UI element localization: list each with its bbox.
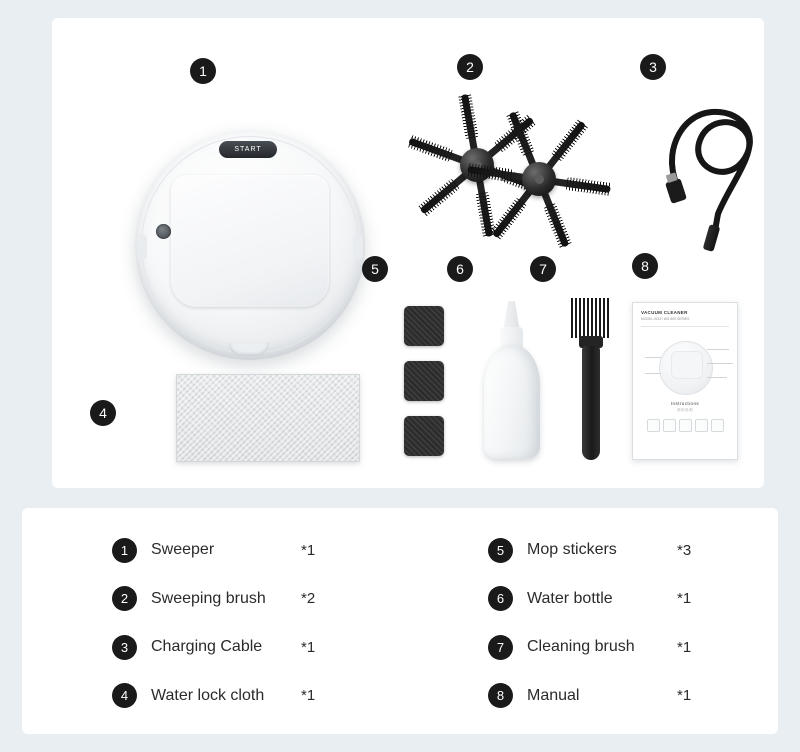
legend-qty-manual: *1 xyxy=(677,687,692,705)
sweeping-brush-illustration xyxy=(402,90,622,240)
manual-illustration xyxy=(632,302,738,460)
cleaning-brush-illustration xyxy=(569,298,615,460)
legend-badge-2: 2 xyxy=(112,586,137,611)
list-item xyxy=(22,575,400,624)
legend-badge-5: 5 xyxy=(488,538,513,563)
legend-label-manual: Manual xyxy=(527,686,580,704)
legend-qty-sweeping-brush: *2 xyxy=(301,590,316,608)
water-bottle-illustration xyxy=(482,301,542,459)
sweeper-bumper-left xyxy=(137,234,147,260)
legend-label-water-lock-cloth: Water lock cloth xyxy=(151,686,265,704)
list-item xyxy=(22,623,400,672)
list-item xyxy=(22,526,400,575)
sweeper-start-button: START xyxy=(219,141,277,158)
sweeper-bumper-right xyxy=(353,234,363,260)
sweeper-power-button xyxy=(156,224,171,239)
manual-title: VACUUM CLEANER xyxy=(641,310,688,315)
manual-subtitle: MODEL:IS33 / WS-500 SERIES xyxy=(641,317,690,321)
manual-icon xyxy=(711,419,724,432)
marker-5: 5 xyxy=(362,256,388,282)
mop-sticker xyxy=(404,361,444,401)
legend-label-cleaning-brush: Cleaning brush xyxy=(527,638,635,656)
legend-label-sweeping-brush: Sweeping brush xyxy=(151,589,266,607)
marker-3: 3 xyxy=(640,54,666,80)
mop-sticker xyxy=(404,306,444,346)
list-item xyxy=(400,575,778,624)
legend-qty-water-lock-cloth: *1 xyxy=(301,687,316,705)
legend-qty-mop-stickers: *3 xyxy=(677,541,692,559)
legend-badge-8: 8 xyxy=(488,683,513,708)
marker-8: 8 xyxy=(632,253,658,279)
manual-icon xyxy=(695,419,708,432)
sweeping-brush-b xyxy=(464,104,614,254)
product-parts-panel xyxy=(52,18,764,488)
legend-qty-water-bottle: *1 xyxy=(677,590,692,608)
parts-legend-grid xyxy=(22,508,778,734)
list-item xyxy=(22,672,400,721)
sweeper-lid xyxy=(171,175,329,307)
list-item xyxy=(400,672,778,721)
parts-legend-panel xyxy=(22,508,778,734)
mop-sticker xyxy=(404,416,444,456)
list-item xyxy=(400,623,778,672)
marker-6: 6 xyxy=(447,256,473,282)
sweeper-illustration xyxy=(135,130,365,360)
manual-divider xyxy=(641,326,729,327)
legend-qty-sweeper: *1 xyxy=(301,541,316,559)
manual-caption: Instructions xyxy=(670,401,700,407)
legend-label-water-bottle: Water bottle xyxy=(527,589,613,607)
cleaning-brush-handle xyxy=(582,346,600,460)
manual-caption-sub: 使用说明 xyxy=(677,408,693,413)
manual-icon xyxy=(679,419,692,432)
legend-qty-cleaning-brush: *1 xyxy=(677,638,692,656)
manual-icon xyxy=(647,419,660,432)
manual-icon-row xyxy=(641,419,729,432)
marker-2: 2 xyxy=(457,54,483,80)
legend-qty-charging-cable: *1 xyxy=(301,638,316,656)
charging-cable-illustration xyxy=(650,96,780,251)
mop-stickers-illustration xyxy=(404,306,448,456)
legend-label-sweeper: Sweeper xyxy=(151,541,215,559)
marker-4: 4 xyxy=(90,400,116,426)
manual-icon xyxy=(663,419,676,432)
sweeping-brush-b-hub xyxy=(522,162,556,196)
legend-badge-3: 3 xyxy=(112,635,137,660)
legend-badge-4: 4 xyxy=(112,683,137,708)
manual-figure xyxy=(641,333,729,397)
water-lock-cloth-illustration xyxy=(176,374,360,462)
legend-badge-7: 7 xyxy=(488,635,513,660)
legend-label-mop-stickers: Mop stickers xyxy=(527,541,617,559)
marker-1: 1 xyxy=(190,58,216,84)
cleaning-brush-bristles xyxy=(571,298,611,338)
water-bottle-body xyxy=(484,345,540,459)
manual-device-diagram xyxy=(659,341,713,395)
legend-badge-6: 6 xyxy=(488,586,513,611)
legend-badge-1: 1 xyxy=(112,538,137,563)
marker-7: 7 xyxy=(530,256,556,282)
legend-label-charging-cable: Charging Cable xyxy=(151,638,263,656)
list-item xyxy=(400,526,778,575)
